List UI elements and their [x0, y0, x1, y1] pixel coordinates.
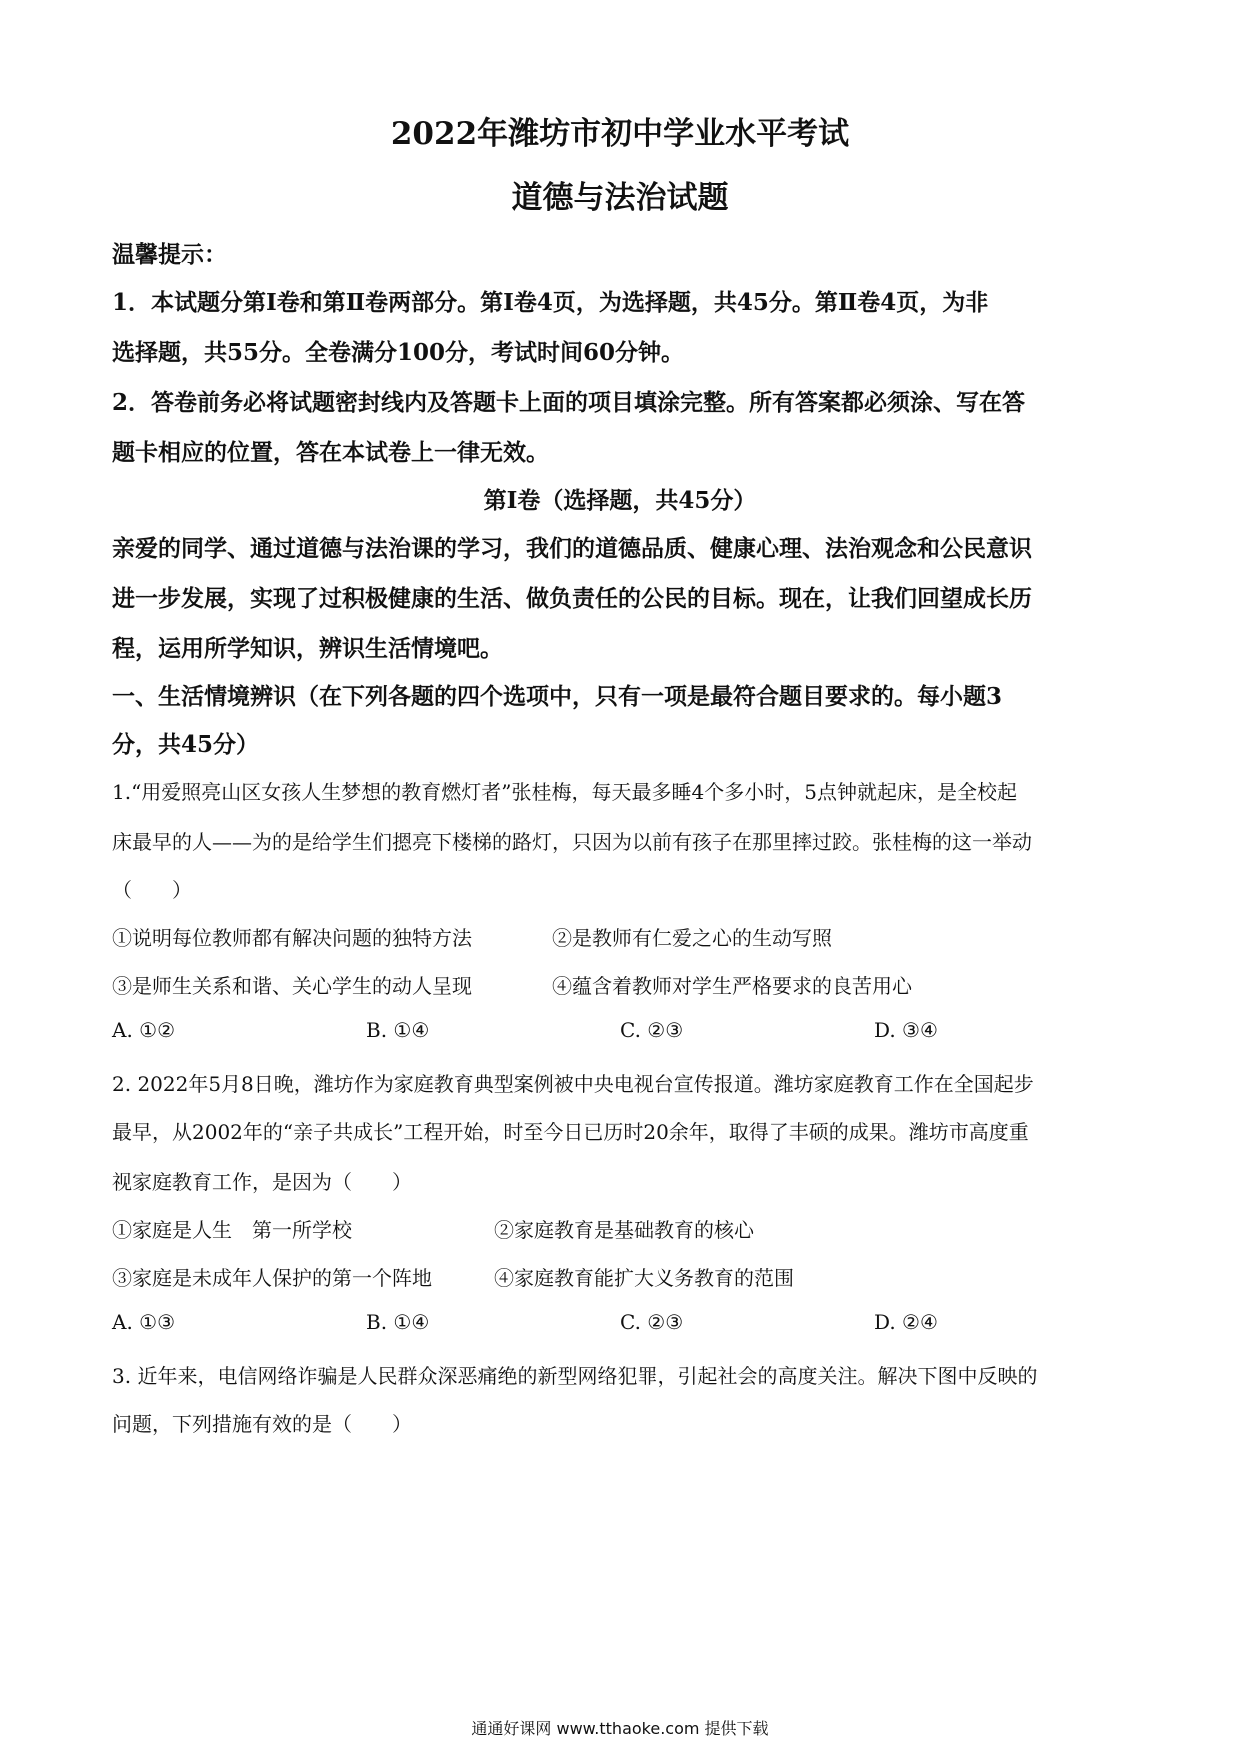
q2-stem-line2: 最早，从2002年的“亲子共成长”工程开始，时至今日已历时20余年，取得了丰硕的成果。潍坊市高度重 [112, 1120, 1029, 1144]
part1-intro-line2: 进一步发展，实现了过积极健康的生活、做负责任的公民的目标。现在，让我们回望成长历 [112, 585, 1032, 612]
q1-stem-line2: 床最早的人——为的是给学生们摁亮下楼梯的路灯，只因为以前有孩子在那里摔过跤。张桂梅的这一举动 [112, 830, 1032, 854]
part1-intro-line3: 程，运用所学知识，辨识生活情境吧。 [112, 635, 503, 662]
q2-statement-4: ④家庭教育能扩大义务教育的范围 [494, 1266, 794, 1290]
q1-option-c: C. ②③ [620, 1018, 684, 1042]
tips-item1-line1: 1．本试题分第Ⅰ卷和第Ⅱ卷两部分。第Ⅰ卷4页，为选择题，共45分。第Ⅱ卷4页，为非 [112, 289, 989, 316]
section-heading-line1: 一、生活情境辨识（在下列各题的四个选项中，只有一项是最符合题目要求的。每小题3 [112, 683, 1003, 710]
q2-statement-1: ①家庭是人生 第一所学校 [112, 1218, 352, 1242]
q1-statement-3: ③是师生关系和谐、关心学生的动人呈现 [112, 974, 472, 998]
tips-item2-line1: 2．答卷前务必将试题密封线内及答题卡上面的项目填涂完整。所有答案都必须涂、写在答 [112, 389, 1026, 416]
q1-statement-1: ①说明每位教师都有解决问题的独特方法 [112, 926, 472, 950]
q2-option-c: C. ②③ [620, 1310, 684, 1334]
q2-statement-2: ②家庭教育是基础教育的核心 [494, 1218, 754, 1242]
q1-option-a: A. ①② [112, 1018, 176, 1042]
exam-title: 2022年潍坊市初中学业水平考试 [390, 116, 850, 152]
part1-heading: 第Ⅰ卷（选择题，共45分） [483, 487, 757, 514]
section-heading-line2: 分，共45分） [112, 731, 260, 758]
q1-statement-2: ②是教师有仁爱之心的生动写照 [552, 926, 832, 950]
tips-item2-line2: 题卡相应的位置，答在本试卷上一律无效。 [112, 439, 549, 466]
tips-heading: 温馨提示： [112, 241, 227, 268]
q2-option-a: A. ①③ [112, 1310, 176, 1334]
q1-option-b: B. ①④ [366, 1018, 430, 1042]
q1-stem-line1: 1.“用爱照亮山区女孩人生梦想的教育燃灯者”张桂梅，每天最多睡4个多小时，5点钟就起床，是全校起 [112, 780, 1017, 804]
q3-stem-line1: 3. 近年来，电信网络诈骗是人民群众深恶痛绝的新型网络犯罪，引起社会的高度关注。解决下图中反映的 [112, 1364, 1038, 1388]
q2-option-d: D. ②④ [874, 1310, 938, 1334]
q1-stem-line3: （ ） [112, 878, 192, 902]
q1-option-d: D. ③④ [874, 1018, 938, 1042]
tips-item1-line2: 选择题，共55分。全卷满分100分，考试时间60分钟。 [112, 339, 685, 366]
footer-watermark: 通通好课网 www.tthaoke.com 提供下载 [471, 1719, 769, 1738]
exam-subtitle: 道德与法治试题 [511, 180, 729, 216]
q2-statement-3: ③家庭是未成年人保护的第一个阵地 [112, 1266, 432, 1290]
part1-intro-line1: 亲爱的同学、通过道德与法治课的学习，我们的道德品质、健康心理、法治观念和公民意识 [112, 535, 1032, 562]
q2-option-b: B. ①④ [366, 1310, 430, 1334]
q2-stem-line1: 2. 2022年5月8日晚，潍坊作为家庭教育典型案例被中央电视台宣传报道。潍坊家庭教育工作在全国起步 [112, 1072, 1034, 1096]
q2-stem-line3: 视家庭教育工作，是因为（ ） [112, 1170, 412, 1194]
q1-statement-4: ④蕴含着教师对学生严格要求的良苦用心 [552, 974, 912, 998]
q3-stem-line2: 问题，下列措施有效的是（ ） [112, 1412, 412, 1436]
